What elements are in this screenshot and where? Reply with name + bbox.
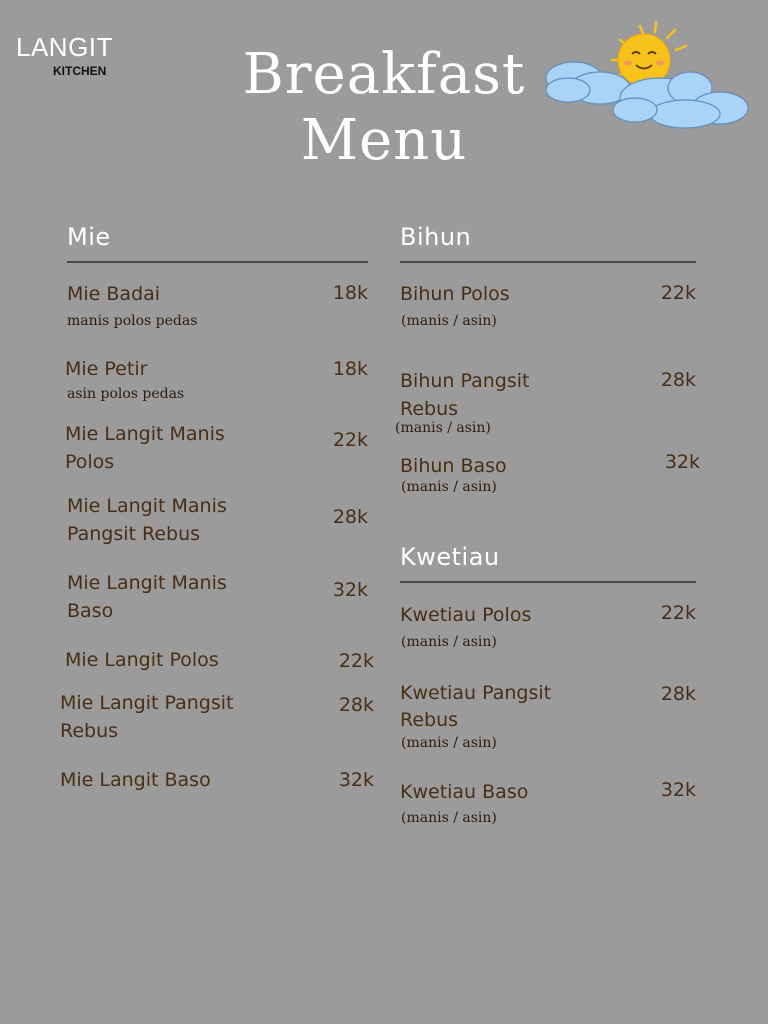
menu-item-desc: (manis / asin)	[401, 634, 497, 650]
section-title-mie: Mie	[67, 223, 111, 251]
menu-item-desc: (manis / asin)	[395, 420, 491, 436]
menu-item-name: Mie Petir	[65, 358, 148, 380]
menu-item-name: Mie Langit Polos	[65, 649, 219, 671]
menu-item-name: Baso	[67, 600, 114, 622]
menu-item-name: Rebus	[400, 709, 459, 731]
menu-item-price: 32k	[338, 769, 374, 791]
section-divider	[67, 261, 368, 263]
page-title-line2: Menu	[300, 108, 468, 173]
menu-item-name: Mie Badai	[67, 283, 161, 305]
sun-cloud-icon	[540, 18, 755, 133]
menu-item-price: 28k	[338, 694, 374, 716]
menu-item-price: 22k	[332, 429, 368, 451]
menu-item-name: Pangsit Rebus	[67, 523, 201, 545]
menu-item-name: Kwetiau Pangsit	[400, 682, 552, 704]
page-title-line1: Breakfast	[242, 42, 526, 107]
menu-item-price: 32k	[660, 779, 696, 801]
menu-item-name: Kwetiau Baso	[400, 781, 529, 803]
menu-item-desc: (manis / asin)	[401, 479, 497, 495]
menu-item-price: 32k	[332, 579, 368, 601]
menu-item-name: Rebus	[60, 720, 119, 742]
menu-item-price: 32k	[664, 451, 700, 473]
menu-item-name: Bihun Pangsit	[400, 370, 530, 392]
menu-item-price: 22k	[660, 282, 696, 304]
menu-item-name: Bihun Polos	[400, 283, 510, 305]
menu-item-price: 18k	[332, 282, 368, 304]
section-title-bihun: Bihun	[400, 223, 472, 251]
brand-name: LANGIT	[16, 32, 113, 62]
menu-item-price: 28k	[660, 369, 696, 391]
menu-item-name: Mie Langit Pangsit	[60, 692, 234, 714]
menu-item-name: Mie Langit Manis	[67, 495, 227, 517]
menu-item-name: Rebus	[400, 398, 459, 420]
section-divider	[400, 261, 696, 263]
menu-item-price: 22k	[338, 650, 374, 672]
menu-item-price: 28k	[332, 506, 368, 528]
menu-item-desc: manis polos pedas	[67, 313, 198, 329]
menu-item-price: 22k	[660, 602, 696, 624]
menu-item-price: 18k	[332, 358, 368, 380]
brand-sub: KITCHEN	[53, 64, 107, 78]
section-divider	[400, 581, 696, 583]
menu-item-name: Mie Langit Baso	[60, 769, 211, 791]
section-title-kwetiau: Kwetiau	[400, 543, 500, 571]
menu-item-desc: (manis / asin)	[401, 810, 497, 826]
menu-item-name: Polos	[65, 451, 115, 473]
menu-item-name: Bihun Baso	[400, 455, 507, 477]
menu-item-name: Kwetiau Polos	[400, 604, 532, 626]
menu-item-name: Mie Langit Manis	[65, 423, 225, 445]
menu-item-desc: asin polos pedas	[67, 386, 185, 402]
menu-item-price: 28k	[660, 683, 696, 705]
menu-item-name: Mie Langit Manis	[67, 572, 227, 594]
menu-item-desc: (manis / asin)	[401, 735, 497, 751]
menu-item-desc: (manis / asin)	[401, 313, 497, 329]
